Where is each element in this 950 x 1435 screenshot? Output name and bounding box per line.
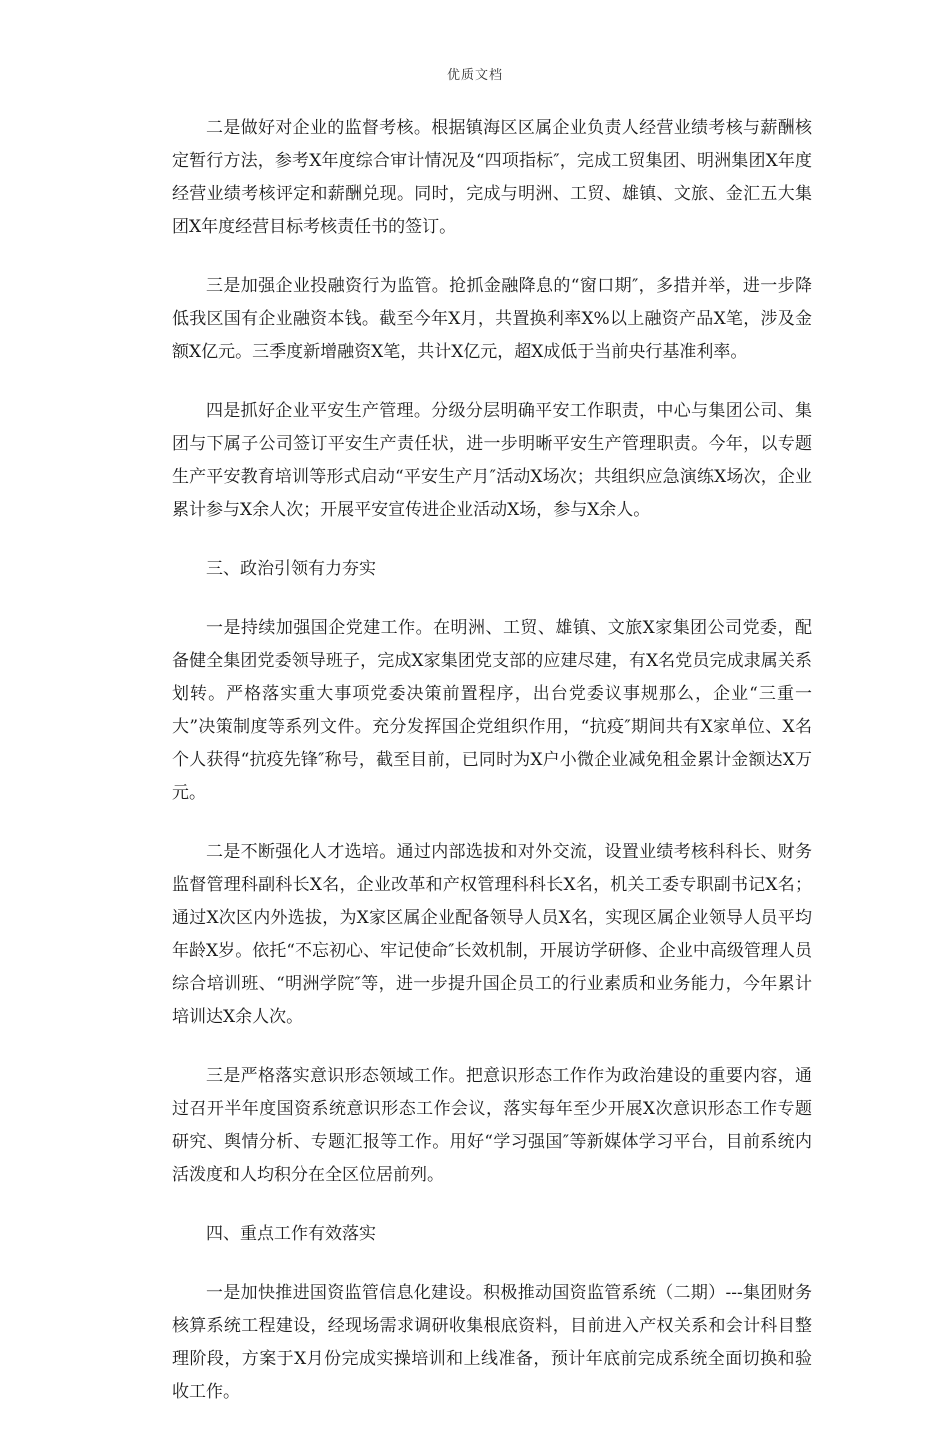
paragraph-safety-production: 四是抓好企业平安生产管理。分级分层明确平安工作职责，中心与集团公司、集团与下属子公司签订平安生产责任状，进一步明晰平安生产管理职责。今年，以专题生产平安教育培训等形式启动“平安生产月″活动X场次；共组织应急演练X场次，企业累计参与X余人次；开展平安宣传进企业活动X场，参与X余人。 [172,401,812,520]
paragraph-ideology-work: 三是严格落实意识形态领域工作。把意识形态工作作为政治建设的重要内容，通过召开半年度国资系统意识形态工作会议，落实每年至少开展X次意识形态工作专题研究、舆情分析、专题汇报等工作。用好“学习强国″等新媒体学习平台，目前系统内活泼度和人均积分在全区位居前列。 [172,1066,812,1185]
paragraph-talent-selection: 二是不断强化人才选培。通过内部选拔和对外交流，设置业绩考核科科长、财务监督管理科副科长X名，企业改革和产权管理科科长X名，机关工委专职副书记X名；通过X次区内外选拔，为X家区属企业配备领导人员X名，实现区属企业领导人员平均年龄X岁。依托“不忘初心、牢记使命″长效机制，开展访学研修、企业中高级管理人员综合培训班、“明洲学院″等，进一步提升国企员工的行业素质和业务能力，今年累计培训达X余人次。 [172,842,812,1027]
paragraph-financing-supervision: 三是加强企业投融资行为监管。抢抓金融降息的“窗口期″，多措并举，进一步降低我区国有企业融资本钱。截至今年X月，共置换利率X%以上融资产品X笔，涉及金额X亿元。三季度新增融资X笔，共计X亿元，超X成低于当前央行基准利率。 [172,276,812,362]
page-header: 优质文档 [446,68,503,83]
document-body [172,112,812,1435]
paragraph-informatization: 一是加快推进国资监管信息化建设。积极推动国资监管系统（二期）---集团财务核算系统工程建设，经现场需求调研收集根底资料，目前进入产权关系和会计科目整理阶段，方案于X月份完成实操培训和上线准备，预计年底前完成系统全面切换和验收工作。 [172,1283,812,1402]
section-heading-political-leadership: 三、政治引领有力夯实 [206,559,376,579]
paragraph-party-building: 一是持续加强国企党建工作。在明洲、工贸、雄镇、文旅X家集团公司党委，配备健全集团党委领导班子，完成X家集团党支部的应建尽建，有X名党员完成隶属关系划转。严格落实重大事项党委决策前置程序，出台党委议事规那么，企业“三重一大”决策制度等系列文件。充分发挥国企党组织作用，“抗疫″期间共有X家单位、X名个人获得“抗疫先锋″称号，截至目前，已同时为X户小微企业减免租金累计金额达X万元。 [172,618,812,803]
paragraph-supervision-assessment: 二是做好对企业的监督考核。根据镇海区区属企业负责人经营业绩考核与薪酬核定暂行方法，参考X年度综合审计情况及“四项指标″，完成工贸集团、明洲集团X年度经营业绩考核评定和薪酬兑现。同时，完成与明洲、工贸、雄镇、文旅、金汇五大集团X年度经营目标考核责任书的签订。 [172,118,812,237]
section-heading-key-work: 四、重点工作有效落实 [206,1224,376,1244]
